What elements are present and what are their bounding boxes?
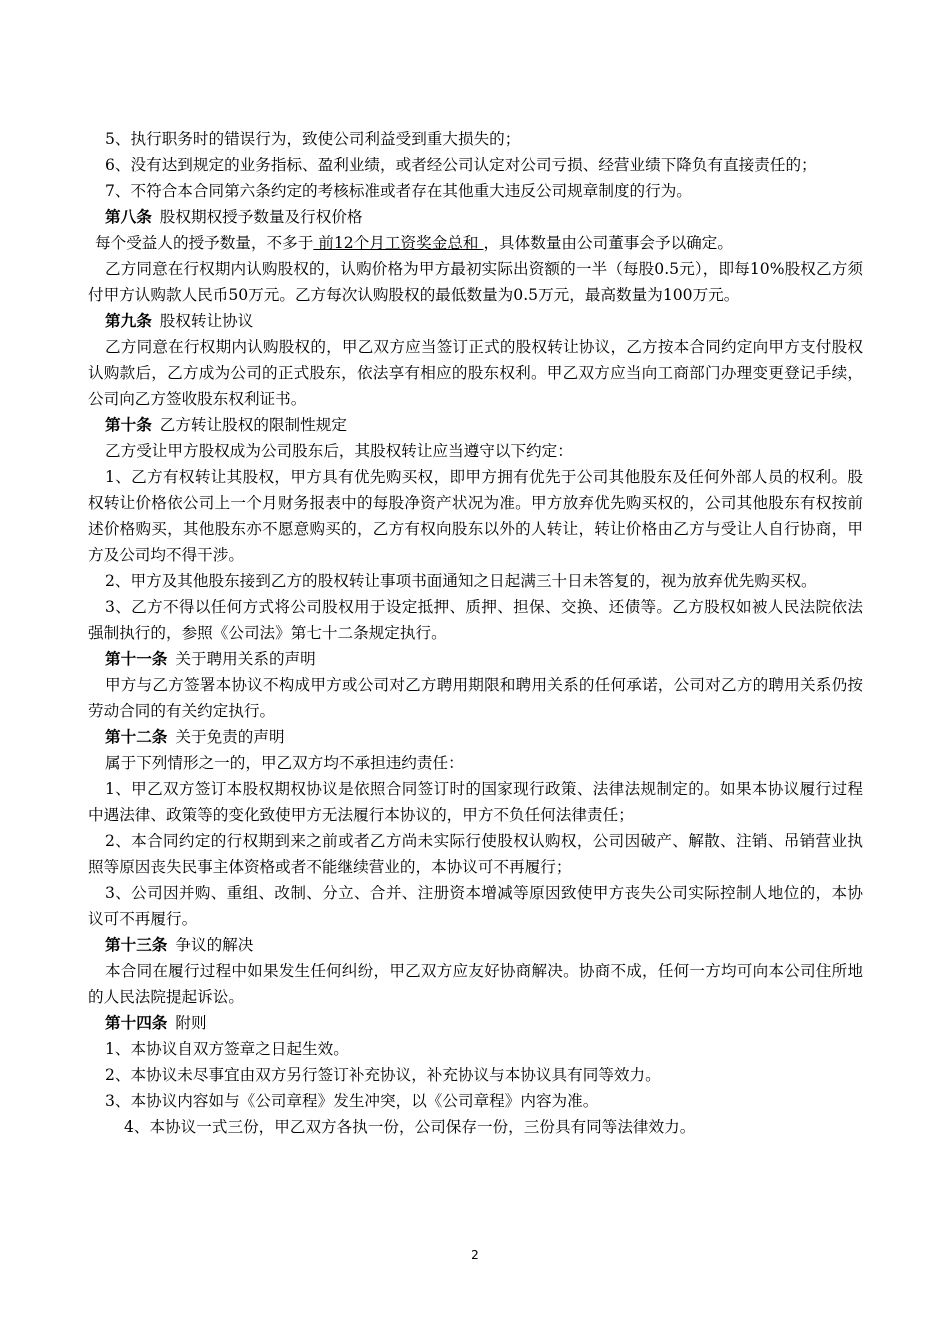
article-8-paragraph-1 [88, 230, 863, 256]
article-14-heading [88, 1010, 863, 1036]
article-number: 第十条 [105, 416, 152, 434]
article-title: 争议的解决 [175, 936, 254, 954]
article-12-item-1: 1、甲乙双方签订本股权期权协议是依照合同签订时的国家现行政策、法律法规制定的。如果本协议履行过程中遇法律、政策等的变化致使甲方无法履行本协议的，甲方不负任何法律责任； [88, 780, 863, 824]
article-13-heading [88, 932, 863, 958]
article-title: 股权期权授予数量及行权价格 [159, 208, 363, 226]
clause-paragraph: 6、没有达到规定的业务指标、盈利业绩，或者经公司认定对公司亏损、经营业绩下降负有直接责任的； [105, 156, 817, 174]
underlined-amount: 前12个月工资奖金总和 [313, 234, 484, 252]
article-12-item-3: 3、公司因并购、重组、改制、分立、合并、注册资本增减等原因致使甲方丧失公司实际控制人地位的，本协议可不再履行。 [88, 884, 863, 928]
article-14-item-1: 1、本协议自双方签章之日起生效。 [105, 1040, 349, 1058]
article-number: 第八条 [105, 208, 152, 226]
page-number: 2 [471, 1248, 479, 1262]
article-12-intro: 属于下列情形之一的，甲乙双方均不承担违约责任： [105, 754, 464, 772]
article-11-heading [88, 646, 863, 672]
article-10-item-3: 3、乙方不得以任何方式将公司股权用于设定抵押、质押、担保、交换、还债等。乙方股权如被人民法院依法强制执行的，参照《公司法》第七十二条规定执行。 [88, 598, 863, 642]
article-11-paragraph-1: 甲方与乙方签署本协议不构成甲方或公司对乙方聘用期限和聘用关系的任何承诺，公司对乙方的聘用关系仍按劳动合同的有关约定执行。 [88, 676, 863, 720]
article-title: 乙方转让股权的限制性规定 [159, 416, 347, 434]
article-title: 股权转让协议 [159, 312, 254, 330]
text-before: 每个受益人的授予数量，不多于 [95, 234, 314, 252]
article-title: 关于聘用关系的声明 [175, 650, 316, 668]
article-14-item-3: 3、本协议内容如与《公司章程》发生冲突，以《公司章程》内容为准。 [105, 1092, 599, 1110]
article-title: 附则 [175, 1014, 207, 1032]
article-10-item-1: 1、乙方有权转让其股权，甲方具有优先购买权，即甲方拥有优先于公司其他股东及任何外部人员的权利。股权转让价格依公司上一个月财务报表中的每股净资产状况为准。甲方放弃优先购买权的，公司其他股东有权按前述价格购买，其他股东亦不愿意购买的，乙方有权向股东以外的人转让，转让价格由乙方与受让人自行协商，甲方及公司均不得干涉。 [88, 468, 863, 564]
article-9-paragraph-1: 乙方同意在行权期内认购股权的，甲乙双方应当签订正式的股权转让协议，乙方按本合同约定向甲方支付股权认购款后，乙方成为公司的正式股东，依法享有相应的股东权利。甲乙双方应当向工商部门办理变更登记手续，公司向乙方签收股东权利证书。 [88, 338, 863, 408]
clause-paragraph: 7、不符合本合同第六条约定的考核标准或者存在其他重大违反公司规章制度的行为。 [105, 182, 692, 200]
text-after: ，具体数量由公司董事会予以确定。 [483, 234, 733, 252]
article-10-item-2: 2、甲方及其他股东接到乙方的股权转让事项书面通知之日起满三十日未答复的，视为放弃优先购买权。 [105, 572, 817, 590]
document-body [88, 126, 863, 1140]
article-14-item-2: 2、本协议未尽事宜由双方另行签订补充协议，补充协议与本协议具有同等效力。 [105, 1066, 661, 1084]
article-12-item-2: 2、本合同约定的行权期到来之前或者乙方尚未实际行使股权认购权，公司因破产、解散、注销、吊销营业执照等原因丧失民事主体资格或者不能继续营业的，本协议可不再履行； [88, 832, 863, 876]
article-number: 第十四条 [105, 1014, 168, 1032]
clause-paragraph: 5、执行职务时的错误行为，致使公司利益受到重大损失的； [105, 130, 521, 148]
article-number: 第十一条 [105, 650, 168, 668]
article-9-heading [88, 308, 863, 334]
article-13-paragraph-1: 本合同在履行过程中如果发生任何纠纷，甲乙双方应友好协商解决。协商不成，任何一方均可向本公司住所地的人民法院提起诉讼。 [88, 962, 863, 1006]
article-number: 第十二条 [105, 728, 168, 746]
article-number: 第九条 [105, 312, 152, 330]
article-12-heading [88, 724, 863, 750]
article-10-intro: 乙方受让甲方股权成为公司股东后，其股权转让应当遵守以下约定： [105, 442, 573, 460]
article-title: 关于免责的声明 [175, 728, 285, 746]
article-10-heading [88, 412, 863, 438]
article-number: 第十三条 [105, 936, 168, 954]
article-14-item-4: 4、本协议一式三份，甲乙双方各执一份，公司保存一份，三份具有同等法律效力。 [124, 1118, 696, 1136]
article-8-heading [88, 204, 863, 230]
article-8-paragraph-2: 乙方同意在行权期内认购股权的，认购价格为甲方最初实际出资额的一半（每股0.5元），即每10%股权乙方须付甲方认购款人民币50万元。乙方每次认购股权的最低数量为0.5万元，最高数量为100万元。 [88, 260, 863, 304]
